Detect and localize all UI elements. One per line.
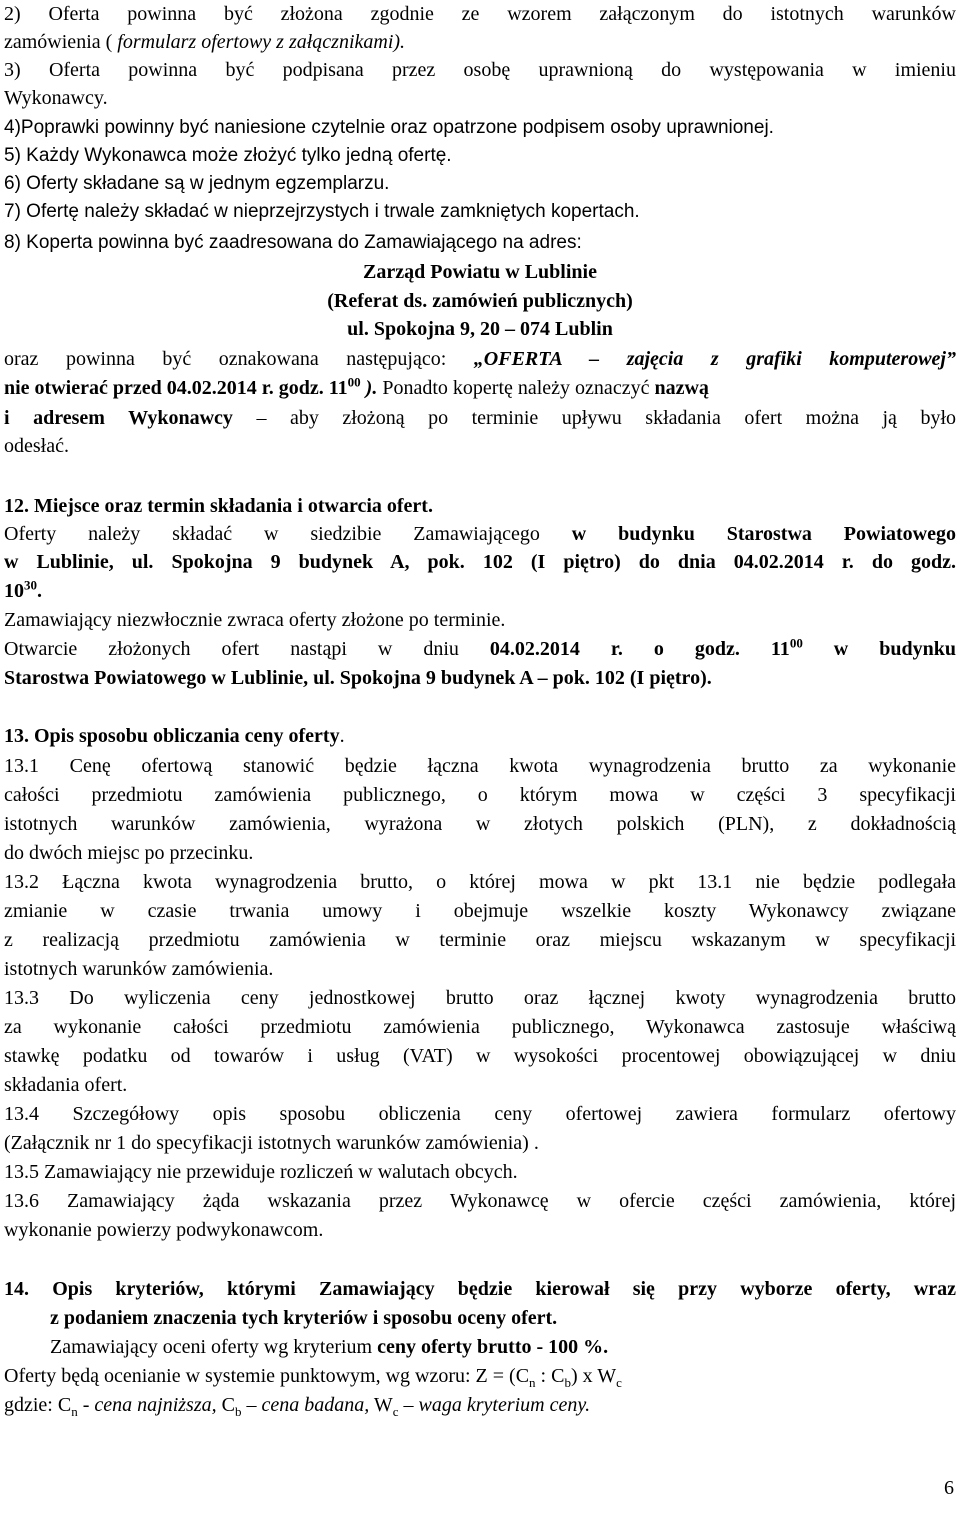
subscript: c	[392, 1404, 399, 1419]
section-heading: 14. Opis kryteriów, którymi Zamawiający będzie kierował się przy wyborze oferty, wraz	[4, 1278, 956, 1300]
address-line: ul. Spokojna 9, 20 – 074 Lublin	[347, 318, 613, 340]
text-italic: cena badana,	[256, 1394, 370, 1416]
text: Ponadto kopertę należy oznaczyć	[377, 377, 655, 399]
text-italic: - cena najniższa,	[77, 1394, 217, 1416]
text-bold: 04.02.2014 r. o godz. 11	[489, 638, 790, 660]
section-heading: z podaniem znaczenia tych kryteriów i sposobu oceny ofert.	[50, 1307, 558, 1329]
section-heading: 12. Miejsce oraz termin składania i otwarcia ofert.	[4, 495, 433, 517]
text-italic: –	[241, 1394, 257, 1416]
subscript: n	[529, 1375, 536, 1390]
subscript: c	[616, 1375, 622, 1390]
text-italic: waga kryterium ceny.	[413, 1394, 591, 1416]
text: ) x W	[570, 1365, 617, 1387]
paragraph-line	[4, 374, 956, 402]
text-bold: 10	[4, 580, 24, 602]
paragraph-line: za wykonanie całości przedmiotu zamówienia publicznego, Wykonawca zastosuje właściwą	[4, 1016, 956, 1038]
paragraph-line	[4, 28, 956, 56]
text: Zamawiający oceni oferty wg kryterium	[50, 1336, 378, 1358]
subscript: b	[564, 1375, 571, 1390]
paragraph-line: 2) Oferta powinna być złożona zgodnie ze wzorem załączonym do istotnych warunków	[4, 3, 956, 25]
text-bold: i adresem Wykonawcy	[4, 407, 233, 429]
section-heading	[4, 722, 956, 750]
paragraph-line: 13.5 Zamawiający nie przewiduje rozliczeń w walutach obcych.	[4, 1161, 518, 1183]
text: zamówienia (	[4, 31, 118, 53]
text: .	[339, 725, 345, 747]
subscript: b	[234, 1404, 242, 1419]
paragraph-line: 4)Poprawki powinny być naniesione czytelnie oraz opatrzone podpisem osoby uprawnionej.	[4, 117, 774, 138]
paragraph-line: 13.1 Cenę ofertową stanowić będzie łączna kwota wynagrodzenia brutto za wykonanie	[4, 755, 956, 777]
text-bold: 13. Opis sposobu obliczania ceny oferty	[4, 725, 340, 747]
paragraph-line: 13.4 Szczegółowy opis sposobu obliczenia ceny ofertowej zawiera formularz ofertowy	[4, 1103, 956, 1125]
text: C	[216, 1394, 235, 1416]
text: gdzie: C	[4, 1394, 72, 1416]
address-line: Zarząd Powiatu w Lublinie	[363, 261, 597, 283]
paragraph-line: zmianie w czasie trwania umowy i obejmuje wszelkie koszty Wykonawcy związane	[4, 900, 956, 922]
text: oraz powinna być oznakowana następująco:	[4, 348, 474, 370]
paragraph-line	[4, 404, 956, 432]
paragraph-line	[50, 1333, 956, 1361]
text-bold-italic: ).	[360, 377, 378, 399]
paragraph-line: 5) Każdy Wykonawca może złożyć tylko jedną ofertę.	[4, 145, 452, 166]
paragraph-line: do dwóch miejsc po przecinku.	[4, 842, 254, 864]
paragraph-line: 3) Oferta powinna być podpisana przez osobę uprawnioną do występowania w imieniu	[4, 59, 956, 81]
paragraph-line: Zamawiający niezwłocznie zwraca oferty złożone po terminie.	[4, 609, 506, 631]
text: Otwarcie złożonych ofert nastąpi w dniu	[4, 638, 490, 660]
paragraph-line: 6) Oferty składane są w jednym egzemplarzu.	[4, 173, 390, 194]
paragraph-line: istotnych warunków zamówienia, wyrażona w złotych polskich (PLN), z dokładnością	[4, 813, 956, 835]
formula-line	[4, 1362, 956, 1390]
superscript: 30	[24, 577, 37, 593]
paragraph-line	[4, 345, 956, 373]
superscript: 00	[347, 374, 361, 390]
paragraph-line: odesłać.	[4, 435, 69, 457]
superscript: 00	[789, 635, 803, 651]
paragraph-line: całości przedmiotu zamówienia publicznego, o którym mowa w części 3 specyfikacji	[4, 784, 956, 806]
text: : C	[535, 1365, 565, 1387]
page-number: 6	[944, 1477, 954, 1499]
formula-legend	[4, 1391, 956, 1419]
paragraph-line: 13.2 Łączna kwota wynagrodzenia brutto, o której mowa w pkt 13.1 nie będzie podlegała	[4, 871, 956, 893]
text: – aby złożoną po terminie upływu składania ofert można ją było	[232, 407, 956, 429]
paragraph-line	[4, 577, 956, 605]
text-italic: formularz ofertowy z załącznikami).	[117, 31, 406, 53]
paragraph-line: w Lublinie, ul. Spokojna 9 budynek A, pok. 102 (I piętro) do dnia 04.02.2014 r. do godz.	[4, 551, 956, 573]
text-bold: nazwą	[654, 377, 709, 399]
text: Oferty należy składać w siedzibie Zamawiającego	[4, 523, 572, 545]
paragraph-line: 7) Ofertę należy składać w nieprzejrzystych i trwale zamkniętych kopertach.	[4, 201, 640, 222]
text-bold: ceny oferty brutto - 100 %.	[377, 1336, 609, 1358]
text-bold: nie otwierać przed 04.02.2014 r. godz. 11	[4, 377, 348, 399]
subscript: n	[71, 1404, 78, 1419]
paragraph-line	[4, 520, 956, 548]
text-bold: w budynku Starostwa Powiatowego	[571, 523, 956, 545]
paragraph-line: istotnych warunków zamówienia.	[4, 958, 274, 980]
paragraph-line: 8) Koperta powinna być zaadresowana do Zamawiającego na adres:	[4, 232, 582, 253]
text-bold: w budynku	[802, 638, 956, 660]
paragraph-line: (Załącznik nr 1 do specyfikacji istotnych warunków zamówienia) .	[4, 1132, 539, 1154]
paragraph-line: z realizacją przedmiotu zamówienia w terminie oraz miejscu wskazanym w specyfikacji	[4, 929, 956, 951]
text-bold: .	[37, 580, 42, 602]
address-line: (Referat ds. zamówień publicznych)	[327, 290, 633, 312]
text-italic: –	[398, 1394, 414, 1416]
paragraph-line: wykonanie powierzy podwykonawcom.	[4, 1219, 324, 1241]
paragraph-line: Starostwa Powiatowego w Lublinie, ul. Spokojna 9 budynek A – pok. 102 (I piętro).	[4, 667, 712, 689]
paragraph-line: składania ofert.	[4, 1074, 128, 1096]
text-bold-italic: „OFERTA – zajęcia z grafiki komputerowej”	[473, 348, 956, 370]
text: Oferty będą ocenianie w systemie punktowym, wg wzoru: Z = (C	[4, 1365, 530, 1387]
paragraph-line	[4, 635, 956, 663]
text: W	[369, 1394, 393, 1416]
paragraph-line: 13.3 Do wyliczenia ceny jednostkowej brutto oraz łącznej kwoty wynagrodzenia brutto	[4, 987, 956, 1009]
paragraph-line: Wykonawcy.	[4, 87, 108, 109]
paragraph-line: stawkę podatku od towarów i usług (VAT) w wysokości procentowej obowiązującej w dniu	[4, 1045, 956, 1067]
paragraph-line: 13.6 Zamawiający żąda wskazania przez Wykonawcę w ofercie części zamówienia, której	[4, 1190, 956, 1212]
